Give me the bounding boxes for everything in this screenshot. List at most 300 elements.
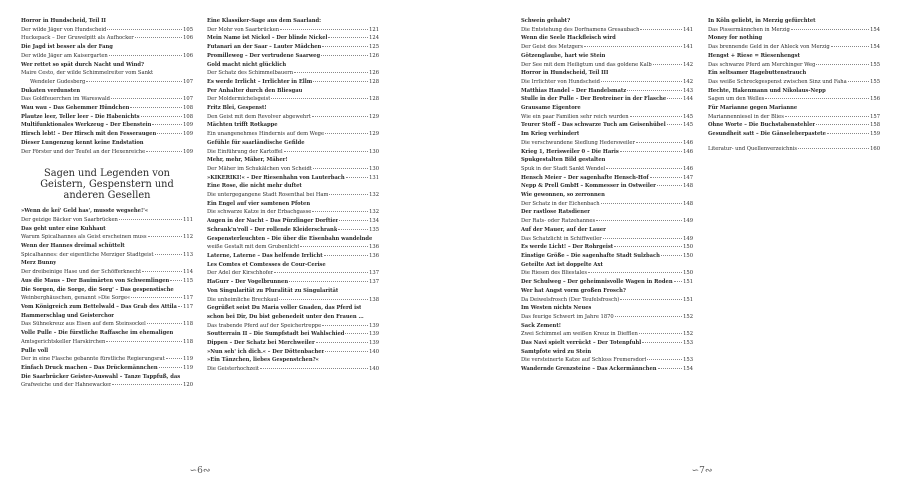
leader-dots (152, 124, 182, 125)
toc-entry-title: Das brennende Geld in der Ahleck von Merzig (708, 44, 830, 51)
leader-dots (657, 185, 682, 186)
toc-entry (21, 26, 193, 35)
toc-entry-title: Sagen um den Welles (708, 96, 765, 103)
toc-entry-title: Dippen – Der Schatz bei Merchweiler (207, 340, 315, 347)
toc-entry (21, 259, 193, 268)
toc-entry-title: Im Westen nichts Neues (521, 305, 592, 312)
toc-entry-page: 154 (870, 44, 880, 51)
leader-dots (312, 116, 368, 117)
leader-dots (848, 81, 869, 82)
toc-entry (521, 165, 693, 174)
toc-entry (207, 104, 379, 113)
toc-entry (207, 278, 379, 287)
toc-entry-page: 119 (183, 356, 193, 363)
leader-dots (324, 255, 368, 256)
toc-entry-title: Der geizige Bäcker von Saarbrücken (21, 216, 118, 223)
toc-entry-page: 150 (683, 270, 693, 277)
toc-entry (521, 304, 693, 313)
toc-entry-title: Promilleweg – Der vertrudene Saarweg (207, 52, 321, 59)
toc-entry-page: 112 (183, 234, 193, 241)
toc-entry-title: Das geht unter eine Kuhhaut (21, 225, 106, 232)
leader-dots (614, 246, 682, 247)
leader-dots (339, 220, 368, 221)
toc-entry-page: 111 (183, 216, 193, 223)
toc-entry-page: 119 (183, 364, 193, 371)
toc-entry (207, 43, 379, 52)
toc-entry-title: Dieser Lungenzug kennt keine Endstation (21, 139, 144, 146)
toc-entry-page: 130 (369, 148, 379, 155)
toc-entry-page: 108 (183, 105, 193, 112)
toc-entry (207, 313, 379, 322)
toc-entry-title: Der Schatz des Schimmelbauern (207, 70, 294, 77)
toc-entry-page: 153 (683, 357, 693, 364)
toc-entry (21, 52, 193, 61)
toc-entry-title: Hensch Meier – Der sagenhafte Hensch-Hof (521, 174, 649, 181)
toc-entry-page: 121 (369, 26, 379, 33)
toc-entry-title: Das Schatzlicht in Schiffweiler (521, 235, 602, 242)
toc-entry-page: 142 (683, 61, 693, 68)
leader-dots (346, 177, 368, 178)
leader-dots (109, 55, 182, 56)
toc-entry (521, 104, 693, 113)
toc-entry-title: Die Riesen des Bliestales (521, 270, 588, 277)
toc-entry-title: Hechte, Hakenmann und Nikolaus-Nepp (708, 87, 826, 94)
toc-entry-title: Zwei Schimmel am weißen Kreuz in Diefflen (521, 331, 638, 338)
toc-entry (207, 200, 379, 209)
toc-entry-title: Die versteinerte Katze auf Schloss Fremersdorf (521, 357, 647, 364)
leader-dots (155, 254, 183, 255)
leader-dots (642, 342, 682, 343)
toc-entry-page: 117 (183, 303, 193, 310)
toc-entry-page: 157 (870, 113, 880, 120)
toc-entry-page: 124 (369, 35, 379, 42)
toc-entry-page: 155 (870, 78, 880, 85)
leader-dots (294, 72, 368, 73)
toc-entry-page: 141 (683, 26, 693, 33)
toc-entry-title: Geteilte Axt ist doppelte Axt (521, 261, 603, 268)
leader-dots (271, 98, 368, 99)
toc-entry-page: 132 (369, 192, 379, 199)
toc-entry (521, 287, 693, 296)
toc-entry-page: 134 (369, 218, 379, 225)
toc-entry (521, 365, 693, 374)
toc-entry (521, 278, 693, 287)
toc-entry (207, 148, 379, 157)
toc-entry-page: 145 (683, 113, 693, 120)
toc-entry-title: Mariannenniesel in der Blies (708, 113, 784, 120)
toc-entry (708, 113, 880, 122)
toc-entry-title: schon bei Dir, Du bist gebenedeit unter den Frauen … (207, 313, 364, 320)
toc-entry (708, 104, 880, 113)
toc-entry-title: Das schwarze Pferd am Merchinger Weg (708, 61, 816, 68)
toc-entry-title: Ohne Worte – Die Buchstabenstehler (708, 122, 816, 129)
toc-entry (21, 34, 193, 43)
toc-entry-title: Mehr, mehr, Mäher, Mäher! (207, 157, 288, 164)
leader-dots (280, 29, 368, 30)
toc-entry-title: Auf der Mauer, auf der Lauer (521, 226, 606, 233)
toc-entry-title: Merz Bunny (21, 260, 57, 267)
toc-entry-title: Vom Königreich zum Bettelwald – Das Grab des Attila (21, 303, 177, 310)
leader-dots (166, 358, 182, 359)
toc-entry-page: 144 (683, 96, 693, 103)
toc-entry-title: »Ein Tänzchen, liebes Gespenstchen?« (207, 357, 319, 364)
toc-entry-title: Der See mit dem Heiligtum und das goldene Kalb (521, 61, 652, 68)
toc-entry-page: 129 (369, 131, 379, 138)
toc-entry (708, 61, 880, 70)
toc-entry-title: Der Schatz in der Eichenbach (521, 200, 600, 207)
toc-entry-title: Stulle in der Pulle – Der Brotreiner in der Flasche (521, 96, 667, 103)
leader-dots (658, 368, 683, 369)
toc-entry-page: 135 (369, 226, 379, 233)
toc-entry (708, 34, 880, 43)
leader-dots (141, 116, 182, 117)
toc-entry (21, 320, 193, 329)
toc-entry-page: 126 (369, 70, 379, 77)
toc-entry-page: 130 (369, 165, 379, 172)
toc-entry-title: Schwein gehabt? (521, 18, 571, 24)
leader-dots (325, 351, 368, 352)
toc-entry (21, 225, 193, 234)
leader-dots (640, 29, 682, 30)
toc-entry-title: Horror in Hundscheid, Teil II (21, 18, 106, 24)
toc-entry (21, 286, 193, 295)
leader-dots (260, 368, 368, 369)
toc-entry-title: Weinberghäuschen, genannt »Die Sorge« (21, 295, 131, 302)
toc-entry-title: Die schwarze Katze in der Erbachgasse (207, 209, 312, 216)
toc-entry-title: Teurer Stoff – Das schwarze Tuch am Geisenhübel (521, 122, 666, 129)
toc-entry (521, 34, 693, 43)
toc-entry (708, 43, 880, 52)
leader-dots (111, 98, 182, 99)
toc-entry-title: Die Saarbrücker Geister-Auswahl – Tanze Tappfuß, das (21, 373, 181, 380)
toc-entry-page: 137 (369, 270, 379, 277)
toc-entry-page: 118 (183, 338, 193, 345)
toc-entry (21, 347, 193, 356)
toc-entry (521, 191, 693, 200)
toc-entry-title: Der wilde Jäger am Kaisergarten (21, 52, 108, 59)
toc-entry-page: 155 (870, 61, 880, 68)
toc-entry-page: 143 (683, 87, 693, 94)
leader-dots (325, 133, 368, 134)
toc-entry (521, 356, 693, 365)
toc-entry (21, 355, 193, 364)
leader-dots (142, 271, 182, 272)
toc-entry (207, 208, 379, 217)
toc-entry (521, 261, 693, 270)
toc-entry (708, 17, 880, 26)
toc-entry-title: Maire Cesto, der wilde Schimmelreiter vom Sankt (21, 70, 154, 77)
toc-entry-title: Warum Spicalhannes als Geist erscheinen muss (21, 234, 147, 241)
toc-entry (521, 269, 693, 278)
toc-entry-page: 152 (683, 331, 693, 338)
toc-entry-title: Eine Rose, die nicht mehr duftet (207, 183, 302, 190)
leader-dots (338, 229, 368, 230)
toc-entry (21, 69, 193, 78)
toc-entry-page: 129 (369, 113, 379, 120)
toc-entry-title: Matthias Handel – Der Handelsmatz (521, 87, 627, 94)
toc-entry-page: 139 (369, 340, 379, 347)
toc-entry (207, 269, 379, 278)
leader-dots (157, 133, 182, 134)
toc-entry-title: Das Pissermännchen in Merzig (708, 26, 790, 33)
toc-entry-title: Ein unangenehmes Hindernis auf dem Wege (207, 131, 325, 138)
leader-dots (601, 203, 682, 204)
toc-entry-page: 148 (683, 183, 693, 190)
leader-dots (636, 142, 682, 143)
toc-entry-title: Das trabende Pferd auf der Speichertreppe (207, 322, 322, 329)
toc-entry (207, 34, 379, 43)
toc-entry-page: 156 (870, 96, 880, 103)
toc-entry (521, 226, 693, 235)
toc-entry-title: Der in eine Flasche gebannte fürstliche Regierungsrat (21, 356, 165, 363)
toc-entry-page: 145 (683, 122, 693, 129)
toc-entry (207, 191, 379, 200)
toc-entry (21, 277, 193, 286)
toc-entry-title: Volle Pulle – Die fürstliche Raffasche im ehemaligen (21, 330, 174, 337)
toc-entry (521, 121, 693, 130)
leader-dots (322, 325, 368, 326)
toc-entry (21, 121, 193, 130)
toc-entry (521, 330, 693, 339)
toc-entry (207, 365, 379, 374)
toc-entry-page: 149 (683, 218, 693, 225)
toc-entry (708, 87, 880, 96)
leader-dots (674, 281, 682, 282)
toc-entry-title: Ein Engel auf vier samtenen Pfoten (207, 200, 311, 207)
leader-dots (321, 55, 368, 56)
toc-entry-page: 148 (683, 200, 693, 207)
toc-entry-page: 132 (369, 209, 379, 216)
toc-entry-page: 108 (183, 113, 193, 120)
leader-dots (827, 133, 869, 134)
toc-entry (521, 26, 693, 35)
toc-entry-title: Das Goldfeuerchen im Wareswald (21, 96, 110, 103)
toc-entry-page: 140 (369, 348, 379, 355)
toc-entry-title: Krieg 1, Herisweiler 0 – Die Haris (521, 148, 619, 155)
toc-entry (521, 78, 693, 87)
toc-entry-page: 107 (183, 78, 193, 85)
toc-entry (207, 95, 379, 104)
toc-entry (521, 156, 693, 165)
toc-entry-title: Einstige Größe – Die sagenhafte Stadt Sulzbach (521, 252, 660, 259)
leader-dots (119, 219, 182, 220)
toc-entry-title: Soutterrain II – Die Sumpfstadt bei Wahlschied (207, 331, 345, 338)
leader-dots (620, 151, 682, 152)
toc-entry-page: 152 (683, 313, 693, 320)
toc-entry-page: 141 (683, 44, 693, 51)
toc-entry-title: Die Geisterhochzeit (207, 366, 259, 373)
toc-entry (207, 287, 379, 296)
toc-entry-title: Wer hat Angst vorm großen Frosch? (521, 287, 626, 294)
toc-entry (21, 61, 193, 70)
toc-entry-page: 106 (183, 35, 193, 42)
leader-dots (816, 64, 869, 65)
toc-entry (207, 130, 379, 139)
toc-entry-title: Mein Name ist Nickel – Der blinde Nickel (207, 35, 328, 42)
section-title: Sagen und Legenden von Geistern, Gespenstern und anderen Gesellen (40, 168, 174, 202)
leader-dots (106, 341, 182, 342)
toc-entry-title: weiße Gestalt mit dem Grubenlicht (207, 244, 300, 251)
toc-entry (207, 235, 379, 244)
toc-entry (21, 78, 193, 87)
toc-entry-title: Money for nothing (708, 35, 763, 42)
toc-entry-title: Im Krieg verhindert (521, 131, 580, 138)
toc-entry (21, 43, 193, 52)
toc-entry (207, 330, 379, 339)
toc-entry-page: 142 (683, 78, 693, 85)
toc-entry-title: Amtsgerichtskeller Harskirchen (21, 338, 106, 345)
leader-dots (765, 98, 869, 99)
leader-dots (159, 367, 182, 368)
toc-entry-title: Multifunktionales Werkzeug – Der Ebenstein (21, 122, 152, 129)
toc-entry-page: 136 (369, 252, 379, 259)
toc-entry-page: 139 (369, 331, 379, 338)
leader-dots (107, 29, 182, 30)
toc-entry-page: 154 (683, 366, 693, 373)
leader-dots (86, 81, 182, 82)
leader-dots (300, 246, 368, 247)
toc-entry (207, 322, 379, 331)
toc-entry-title: »KIKERIKI!« – Der Riesenhahn von Lauterbach (207, 174, 345, 181)
toc-entry (521, 182, 693, 191)
toc-entry (521, 296, 693, 305)
toc-entry (207, 261, 379, 270)
toc-entry (21, 233, 193, 242)
leader-dots (147, 323, 182, 324)
toc-entry (21, 113, 193, 122)
toc-entry-title: Futanari an der Saar – Lauter Mädchen (207, 44, 322, 51)
toc-entry (207, 69, 379, 78)
leader-dots (627, 90, 682, 91)
toc-entry-title: »Wenn de kei' Geld has', musste wegsehe!'« (21, 208, 149, 215)
leader-dots (316, 342, 368, 343)
toc-entry-title: Die Entstehung des Dorfnamens Gresaubach (521, 26, 640, 33)
toc-entry (207, 139, 379, 148)
leader-dots (328, 37, 368, 38)
toc-entry-title: Der Mäher im Schukälchen von Scheidt (207, 165, 312, 172)
toc-entry (521, 174, 693, 183)
toc-entry-title: Mächten trifft Rotkappe (207, 122, 278, 129)
toc-entry (207, 217, 379, 226)
toc-entry (207, 87, 379, 96)
toc-entry (521, 113, 693, 122)
toc-entry-title: Götzenglaube, hart wie Stein (521, 52, 606, 59)
toc-entry-title: Die unheimliche Brechkaul (207, 296, 279, 303)
toc-entry (207, 304, 379, 313)
leader-dots (146, 151, 182, 152)
toc-entry-title: Huckepack – Der Gruwelpitt als Aufhocker (21, 35, 134, 42)
toc-entry (21, 139, 193, 148)
leader-dots (584, 46, 682, 47)
toc-entry (207, 252, 379, 261)
toc-entry-title: Hirsch lebt! – Der Hirsch mit den Fesseraugen (21, 131, 157, 138)
toc-entry (207, 174, 379, 183)
toc-entry-title: Wau wau – Das Gehemmer Hündchen (21, 105, 130, 112)
toc-entry-page: 117 (183, 295, 193, 302)
toc-entry-page: 109 (183, 148, 193, 155)
leader-dots (289, 281, 368, 282)
toc-entry-title: Für Marianne gegen Marianne (708, 105, 798, 112)
toc-entry (521, 313, 693, 322)
toc-entry (521, 69, 693, 78)
toc-entry (207, 226, 379, 235)
toc-entry (21, 148, 193, 157)
toc-entry-page: 151 (683, 296, 693, 303)
left-column-2 (207, 17, 379, 374)
toc-entry-title: Wie ein paar Familien sehr reich wurden (521, 113, 629, 120)
toc-entry-page: 158 (870, 122, 880, 129)
toc-entry (521, 235, 693, 244)
toc-entry-title: Von Singularität zu Pluralität zu Singularität (207, 287, 339, 294)
toc-entry-title: Es werde Irrlicht – Irrlichter in Ellm (207, 78, 313, 85)
toc-entry-page: 131 (369, 174, 379, 181)
toc-entry (21, 303, 193, 312)
toc-entry-title: Samtpfote wird zu Stein (521, 348, 592, 355)
leader-dots (274, 272, 368, 273)
toc-entry-page: 106 (183, 52, 193, 59)
toc-entry (207, 165, 379, 174)
toc-entry (521, 322, 693, 331)
toc-entry-title: In Köln geliebt, in Merzig gefürchtet (708, 18, 816, 24)
toc-entry-page: 149 (683, 235, 693, 242)
toc-entry-title: Der dreibeinige Hase und der Schöfferknecht (21, 269, 142, 276)
leader-dots (170, 280, 182, 281)
toc-entry (521, 95, 693, 104)
toc-entry (207, 296, 379, 305)
toc-entry-page: 128 (369, 96, 379, 103)
leader-dots (112, 384, 182, 385)
toc-entry-title: Die verschwundene Siedlung Hedersweiler (521, 139, 635, 146)
toc-entry (21, 329, 193, 338)
toc-entry-page: 137 (369, 279, 379, 286)
leader-dots (588, 272, 682, 273)
toc-entry-page: 128 (369, 78, 379, 85)
leader-dots (322, 46, 368, 47)
toc-entry (21, 207, 193, 216)
toc-entry (207, 348, 379, 357)
toc-entry (21, 364, 193, 373)
toc-entry-page: 154 (870, 26, 880, 33)
toc-entry (21, 338, 193, 347)
toc-entry-title: Spuk in der Stadt Sankt Wendel (521, 165, 606, 172)
toc-entry-title: Wie gewonnen, so zerronnen (521, 192, 605, 199)
toc-entry-title: Literatur- und Quellenverzeichnis (708, 145, 798, 152)
toc-entry (521, 17, 693, 26)
toc-entry (207, 17, 379, 26)
toc-entry (521, 139, 693, 148)
leader-dots (816, 124, 869, 125)
toc-entry (708, 145, 880, 154)
toc-entry-title: Eine Klassiker-Sage aus dem Saarland: (207, 18, 322, 24)
toc-entry-title: Der Adel der Kirschhofer (207, 270, 274, 277)
toc-entry (207, 182, 379, 191)
toc-entry-page: 114 (183, 269, 193, 276)
toc-entry-page: 159 (870, 131, 880, 138)
toc-entry-title: Spicalhannes: der eigentliche Merziger Stadtgeist (21, 251, 154, 258)
toc-entry-title: Der Moldermichelsgeist (207, 96, 271, 103)
toc-entry (521, 130, 693, 139)
toc-entry (207, 121, 379, 130)
toc-entry (207, 78, 379, 87)
toc-entry (207, 52, 379, 61)
toc-entry (207, 356, 379, 365)
toc-entry-page: 138 (369, 296, 379, 303)
toc-entry (521, 52, 693, 61)
leader-dots (284, 151, 368, 152)
toc-entry-page: 147 (683, 174, 693, 181)
toc-entry-title: Augen in der Nacht – Das Pürzlinger Dorftier (207, 218, 339, 225)
toc-entry-title: Gold macht nicht glücklich (207, 61, 287, 68)
